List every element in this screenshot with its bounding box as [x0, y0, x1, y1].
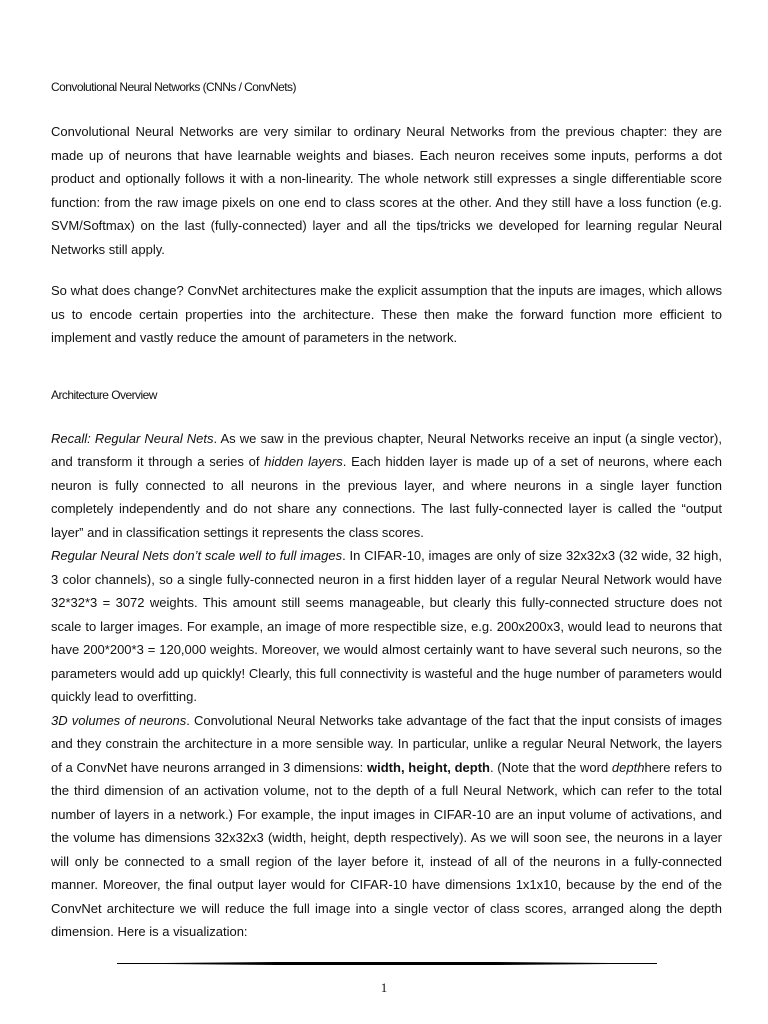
depth-term: depth: [611, 759, 645, 775]
dimensions-bold: width, height, depth: [367, 759, 490, 775]
paragraph-intro: Convolutional Neural Networks are very similar to ordinary Neural Networks from the previous chapter: they are made up of neurons that have learnable weights and biases. Each neuron receives some inputs, performs a dot product and optionally follows it with a non-linearity. The whole network still expresses a single differentiable score function: from the raw image pixels on one end to class scores at the other. And they still have a loss function (e.g. SVM/Softmax) on the last (fully-connected) layer and all the tips/tricks we developed for learning regular Neural Networks still apply.: [51, 124, 722, 257]
hidden-layers-term: hidden layers: [264, 454, 343, 469]
recall-lead: Recall: Regular Neural Nets: [51, 430, 214, 446]
volumes-text-3: here refers to the third dimension of an activation volume, not to the depth of a full Neural Network, which can refer to the total number of layers in a network.) For example, the input images in CIFAR-10 are an input volume of activations, and the volume has dimensions 32x32x3 (width, height, depth respectively). As we will soon see, the neurons in a layer will only be connected to a small region of the layer before it, instead of all of the neurons in a fully-connected manner. Moreover, the final output layer would for CIFAR-10 have dimensions 1x1x10, because by the end of the ConvNet architecture we will reduce the full image into a single vector of class scores, arranged along the depth dimension. Here is a visualization:: [51, 759, 722, 939]
paragraph-3d-volumes: [51, 709, 722, 944]
page-number: 1: [380, 980, 388, 995]
volumes-lead: 3D volumes of neurons: [51, 712, 187, 728]
volumes-text-2: . (Note that the word: [489, 759, 612, 775]
section-heading-architecture: Architecture Overview: [51, 387, 157, 402]
footer-divider-thick: [165, 962, 609, 965]
document-body: [51, 78, 722, 944]
paragraph-what-changes: So what does change? ConvNet architectures make the explicit assumption that the inputs are images, which allows us to encode certain properties into the architecture. These then make the forward function more efficient to implement and vastly reduce the amount of parameters in the network.: [51, 283, 722, 345]
paragraph-recall: [51, 427, 722, 545]
recall-text-1: . As we saw in the previous chapter, Neural Networks receive an input (a single vector), and transform it through a series of: [51, 430, 722, 469]
section-heading-cnn: Convolutional Neural Networks (CNNs / ConvNets): [51, 80, 296, 94]
scale-text: . In CIFAR-10, images are only of size 32x32x3 (32 wide, 32 high, 3 color channels), so a single fully-connected neuron in a first hidden layer of a regular Neural Network would have 32*32*3 = 3072 weights. This amount still seems manageable, but clearly this fully-connected structure does not scale to larger images. For example, an image of more respectible size, e.g. 200x200x3, would lead to neurons that have 200*200*3 = 120,000 weights. Moreover, we would almost certainly want to have several such neurons, so the parameters would add up quickly! Clearly, this full connectivity is wasteful and the huge number of parameters would quickly lead to overfitting.: [51, 548, 722, 704]
volumes-text-1: . Convolutional Neural Networks take advantage of the fact that the input consists of images and they constrain the architecture in a more sensible way. In particular, unlike a regular Neural Network, the layers of a ConvNet have neurons arranged in 3 dimensions:: [51, 712, 722, 775]
recall-text-2: . Each hidden layer is made up of a set of neurons, where each neuron is fully connected to all neurons in the previous layer, and where neurons in a single layer function completely independently and do not share any connections. The last fully-connected layer is called the “output layer” and in classification settings it represents the class scores.: [51, 454, 722, 540]
footer-divider: [117, 962, 657, 966]
scale-lead: Regular Neural Nets don’t scale well to full images: [51, 548, 343, 563]
paragraph-scale: [51, 544, 722, 709]
